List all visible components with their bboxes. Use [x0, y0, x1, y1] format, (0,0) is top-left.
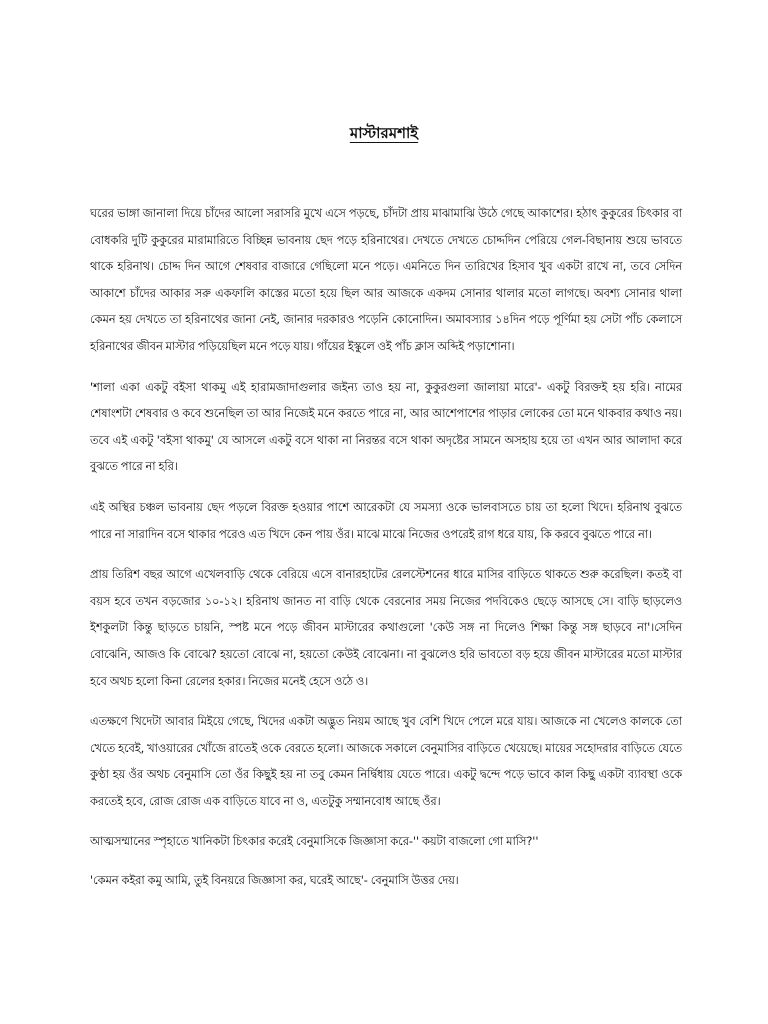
paragraph-2: 'শালা একা একটু বইসা থাকমু এই হারামজাদাগুলার জইন্য তাও হয় না, কুকুরগুলা জালায়া মারে'- একটু বিরক্তই হয় হরি। নামের শেষাংশটা শেষবার ও কবে শুনেছিল তা আর নিজেই মনে করতে পারে না, আর আশেপাশের পাড়ার লোকের তো মনে থাকবার কথাও নয়। তবে এই একটু 'বইসা থাকমু' যে আসলে একটু বসে থাকা না নিরন্তর বসে থাকা অদৃষ্টের সামনে অসহায় হয়ে তা এখন আর আলাদা করে বুঝতে পারে না হরি।: [90, 379, 682, 474]
document-body: [90, 200, 682, 906]
title-text: মাস্টারমশাই: [349, 124, 419, 142]
paragraph-1: ঘরের ভাঙ্গা জানালা দিয়ে চাঁদের আলো সরাসরি মুখে এসে পড়ছে, চাঁদটা প্রায় মাঝামাঝি উঠে গেছে আকাশের। হঠাৎ কুকুরের চিৎকার বা বোধকরি দুটি কুকুরের মারামারিতে বিচ্ছিন্ন ভাবনায় ছেদ পড়ে হরিনাথের। দেখতে দেখতে চোদ্দদিন পেরিয়ে গেল-বিছানায় শুয়ে ভাবতে থাকে হরিনাথ। চোদ্দ দিন আগে শেষবার বাজারে গেছিলো মনে পড়ে। এমনিতে দিন তারিখের হিসাব খুব একটা রাখে না, তবে সেদিন আকাশে চাঁদের আকার সরু একফালি কাস্তের মতো হয়ে ছিল আর আজকে একদম সোনার থালার মতো লাগছে। অবশ্য সোনার থালা কেমন হয় দেখতে তা হরিনাথের জানা নেই, জানার দরকারও পড়েনি কোনোদিন। অমাবস্যার ১৪দিন পড়ে পূর্ণিমা হয় সেটা পাঁচ কেলাসে হরিনাথের জীবন মাস্টার পড়িয়েছিল মনে পড়ে যায়। গাঁয়ের ইস্কুলে ওই পাঁচ ক্লাস অব্দিই পড়াশোনা।: [90, 206, 682, 353]
paragraph-3: এই অস্থির চঞ্চল ভাবনায় ছেদ পড়লে বিরক্ত হওয়ার পাশে আরেকটা যে সমস্যা ওকে ভালবাসতে চায় তা হলো খিদে। হরিনাথ বুঝতে পারে না সারাদিন বসে থাকার পরেও এত খিদে কেন পায় ওঁর। মাঝে মাঝে নিজের ওপরেই রাগ ধরে যায়, কি করবে বুঝতে পারে না।: [90, 499, 682, 541]
paragraph-4: প্রায় তিরিশ বছর আগে এখেলবাড়ি থেকে বেরিয়ে এসে বানারহাটের রেলস্টেশনের ধারে মাসির বাড়িতে থাকতে শুরু করেছিল। কতই বা বয়স হবে তখন বড়জোর ১০-১২। হরিনাথ জানত না বাড়ি থেকে বেরনোর সময় নিজের পদবিকেও ছেড়ে আসছে সে। বাড়ি ছাড়লেও ইশকুলটা কিন্তু ছাড়তে চায়নি, স্পষ্ট মনে পড়ে জীবন মাস্টারের কথাগুলো 'কেউ সঙ্গ না দিলেও শিক্ষা কিন্তু সঙ্গ ছাড়বে না'।সেদিন বোঝেনি, আজও কি বোঝে? হয়তো বোঝে না, হয়তো কেউই বোঝেনা। না বুঝলেও হরি ভাবতো বড় হয়ে জীবন মাস্টারের মতো মাস্টার হবে অথচ হলো কিনা রেলের হকার। নিজের মনেই হেসে ওঠে ও।: [90, 567, 682, 688]
paragraph-7: 'কেমন কইরা কমু আমি, তুই বিনয়রে জিজ্ঞাসা কর, ঘরেই আছে'- বেনুমাসি উত্তর দেয়।: [90, 873, 459, 888]
paragraph-5: এতক্ষণে খিদেটা আবার মিইয়ে গেছে, খিদের একটা অদ্ভুত নিয়ম আছে খুব বেশি খিদে পেলে মরে যায়। আজকে না খেলেও কালকে তো খেতে হবেই, খাওয়ারের খোঁজে রাতেই ওকে বেরতে হলো। আজকে সকালে বেনুমাসির বাড়িতে খেয়েছে। মায়ের সহোদরার বাড়িতে যেতে কুণ্ঠা হয় ওঁর অথচ বেনুমাসি তো ওঁর কিছুই হয় না তবু কেমন নির্দ্বিধায় যেতে পারে। একটু দ্বন্দে পড়ে ভাবে কাল কিছু একটা ব্যাবস্থা ওকে করতেই হবে, রোজ রোজ এক বাড়িতে যাবে না ও, এতটুকু সম্মানবোধ আছে ওঁর।: [90, 714, 682, 808]
document-title: [0, 122, 768, 144]
paragraph-6: আত্মসম্মানের স্পৃহাতে খানিকটা চিৎকার করেই বেনুমাসিকে জিজ্ঞাসা করে-'' কয়টা বাজলো গো মাসি?'': [90, 834, 539, 849]
